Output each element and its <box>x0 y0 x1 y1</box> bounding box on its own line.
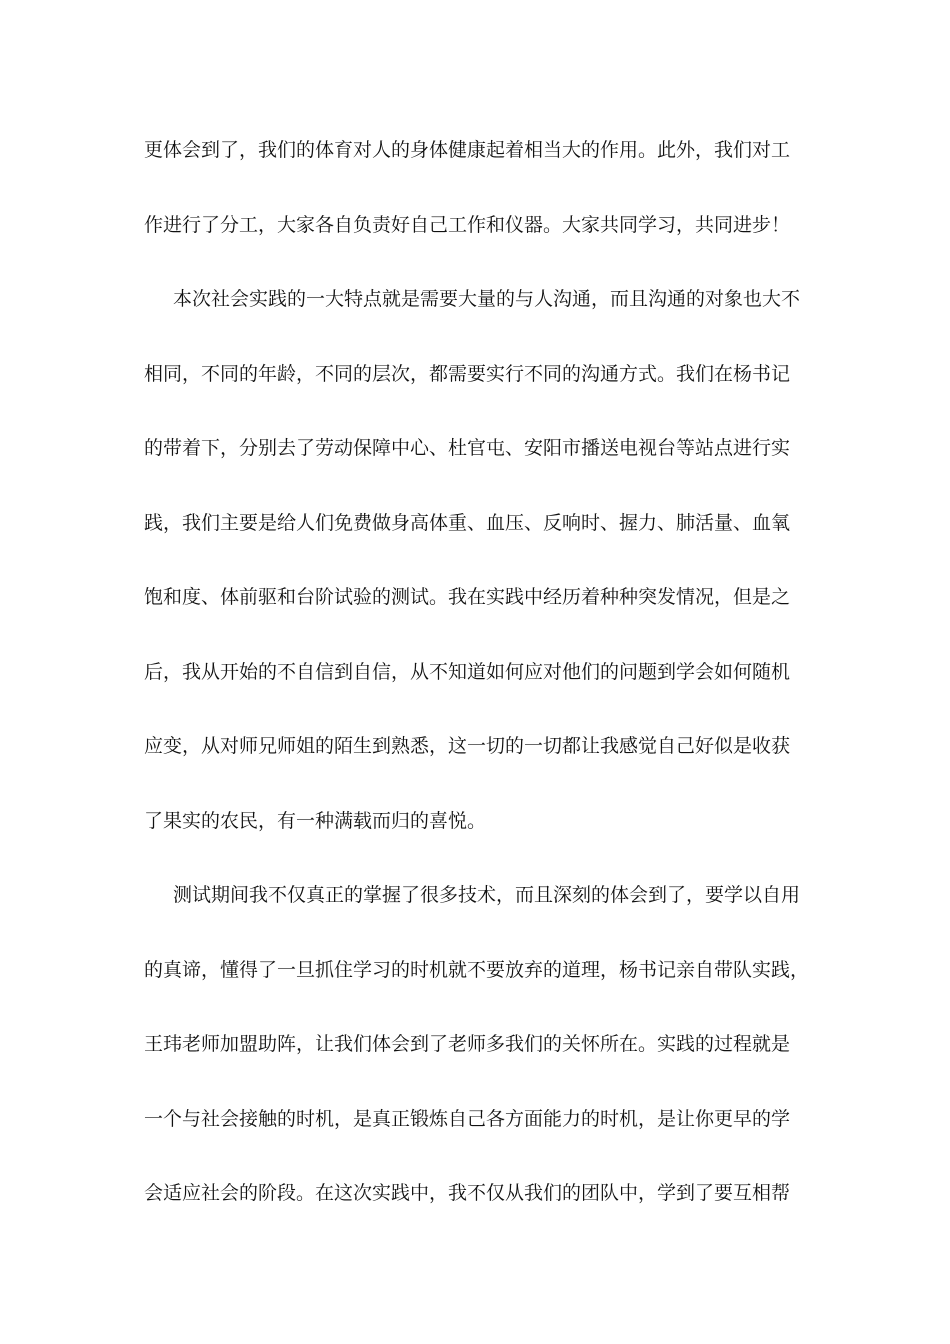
text-line: 后，我从开始的不自信到自信，从不知道如何应对他们的问题到学会如何随机 <box>144 660 791 683</box>
text-line: 一个与社会接触的时机，是真正锻炼自己各方面能力的时机，是让你更早的学 <box>144 1107 791 1130</box>
text-line: 应变，从对师兄师姐的陌生到熟悉，这一切的一切都让我感觉自己好似是收获 <box>144 735 791 757</box>
text-line: 作进行了分工，大家各自负责好自己工作和仪器。大家共同学习，共同进步！ <box>144 213 791 236</box>
text-line: 相同，不同的年龄，不同的层次，都需要实行不同的沟通方式。我们在杨书记 <box>144 362 791 385</box>
text-line: 更体会到了，我们的体育对人的身体健康起着相当大的作用。此外，我们对工 <box>144 139 791 161</box>
text-line: 的带着下，分别去了劳动保障中心、杜官屯、安阳市播送电视台等站点进行实 <box>144 437 791 459</box>
body-text <box>144 130 814 1248</box>
text-line: 了果实的农民，有一种满载而归的喜悦。 <box>144 809 487 832</box>
text-line: 践，我们主要是给人们免费做身高体重、血压、反响时、握力、肺活量、血氧 <box>144 511 791 534</box>
text-line: 会适应社会的阶段。在这次实践中，我不仅从我们的团队中，学到了要互相帮 <box>144 1182 791 1204</box>
paragraph-start-line: 测试期间我不仅真正的掌握了很多技术，而且深刻的体会到了，要学以自用 <box>173 884 801 906</box>
text-line: 饱和度、体前驱和台阶试验的测试。我在实践中经历着种种突发情况，但是之 <box>144 586 791 608</box>
text-line: 王玮老师加盟助阵，让我们体会到了老师多我们的关怀所在。实践的过程就是 <box>144 1033 791 1055</box>
text-line: 的真谛，懂得了一旦抓住学习的时机就不要放弃的道理，杨书记亲自带队实践， <box>144 958 810 981</box>
paragraph-start-line: 本次社会实践的一大特点就是需要大量的与人沟通，而且沟通的对象也大不 <box>173 288 801 310</box>
